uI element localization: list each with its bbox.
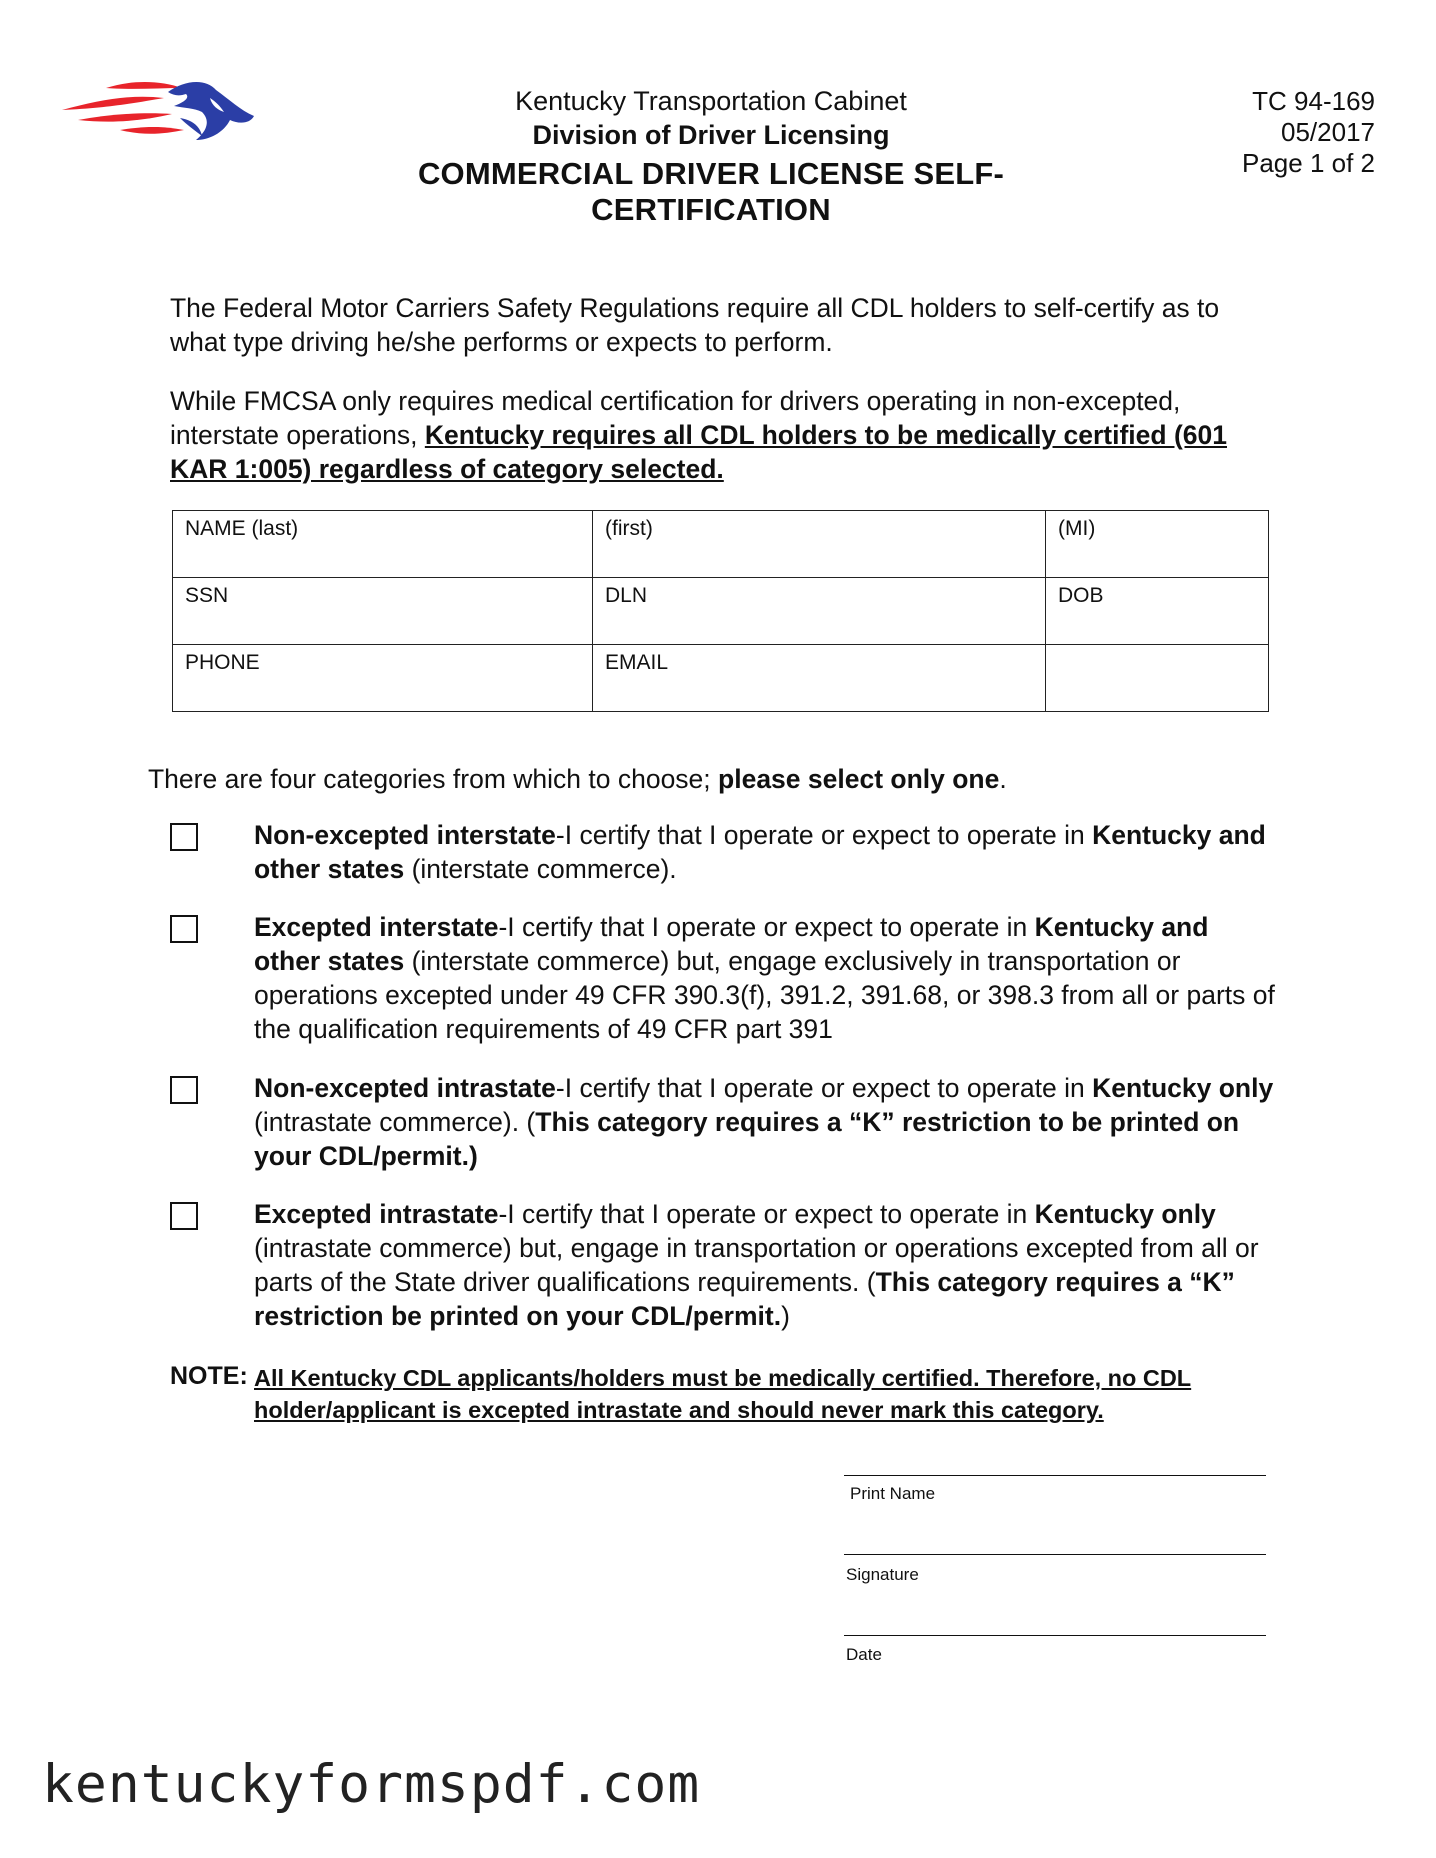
category-restriction: This category requires a “K” restriction be printed on your CDL/permit. [254,1267,1235,1331]
signature-label: Signature [846,1565,919,1584]
category-instructions [148,764,1007,795]
email-field[interactable]: EMAIL [593,645,1046,712]
ssn-field[interactable]: SSN [173,578,593,645]
phone-field[interactable]: PHONE [173,645,593,712]
print-name-line[interactable] [844,1475,1266,1476]
first-name-field[interactable]: (first) [593,511,1046,578]
page-number: Page 1 of 2 [1242,148,1375,178]
category-text: -I certify that I operate or expect to operate in [555,820,1093,850]
medical-requirement-paragraph [170,384,1280,486]
category-scope: Kentucky only [1034,1199,1216,1229]
category-title: Non-excepted interstate [254,820,556,850]
category-instructions-end: . [999,764,1007,794]
signature-line[interactable] [844,1554,1266,1555]
category-title: Excepted intrastate [254,1199,499,1229]
form-title: COMMERCIAL DRIVER LICENSE SELF-CERTIFICATION [417,156,1005,227]
dln-field[interactable]: DLN [593,578,1046,645]
category-scope: Kentucky and other states [254,820,1266,884]
print-name-label: Print Name [850,1484,936,1503]
category-text: (interstate commerce) but, engage exclusively in transportation or operations excepted under 49 CFR 390.3(f), 391.2, 391.68, or 398.3 from all or parts of the qualification requirements of 49 CFR part 391 [254,946,1275,1044]
date-line[interactable] [844,1635,1266,1636]
middle-initial-field[interactable]: (MI) [1046,511,1269,578]
kentucky-horse-logo-icon [60,74,260,148]
category-text: -I certify that I operate or expect to operate in [498,912,1035,942]
dob-field[interactable]: DOB [1046,578,1269,645]
excepted-interstate-checkbox[interactable] [170,915,198,943]
non-excepted-intrastate-checkbox[interactable] [170,1076,198,1104]
medical-requirement-text: While FMCSA only requires medical certification for drivers operating in non-excepted, interstate operations, [170,386,1181,450]
intro-paragraph: The Federal Motor Carriers Safety Regulations require all CDL holders to self-certify as to what type driving he/she performs or expects to perform. [170,293,1220,357]
note-text: All Kentucky CDL applicants/holders must be medically certified. Therefore, no CDL holder/applicant is excepted intrastate and should never mark this category. [254,1365,1192,1423]
date-label: Date [846,1645,882,1664]
blank-field[interactable] [1046,645,1269,712]
agency-name: Kentucky Transportation Cabinet [515,86,907,116]
table-row [173,578,1269,645]
excepted-intrastate-checkbox[interactable] [170,1202,198,1230]
table-row [173,511,1269,578]
watermark: kentuckyformspdf.com [42,1754,701,1815]
category-description [254,1071,1280,1173]
form-number: TC 94-169 [1252,86,1375,116]
table-row [173,645,1269,712]
form-date: 05/2017 [1281,117,1375,147]
category-title: Non-excepted intrastate [254,1073,556,1103]
medical-requirement-emphasis: Kentucky requires all CDL holders to be medically certified (601 KAR 1:005) regardless of category selected. [170,420,1227,484]
category-text: (intrastate commerce). ( [254,1107,536,1137]
category-scope: Kentucky and other states [254,912,1209,976]
category-text: ) [781,1301,790,1331]
category-text: -I certify that I operate or expect to operate in [498,1199,1035,1229]
note-label: NOTE: [170,1362,248,1390]
category-title: Excepted interstate [254,912,499,942]
category-instructions-text: There are four categories from which to choose; [148,764,719,794]
division-name: Division of Driver Licensing [532,120,890,150]
non-excepted-interstate-checkbox[interactable] [170,823,198,851]
last-name-field[interactable]: NAME (last) [173,511,593,578]
category-scope: Kentucky only [1092,1073,1274,1103]
category-instructions-emphasis: please select only one [718,764,1000,794]
category-text: -I certify that I operate or expect to operate in [555,1073,1093,1103]
category-description [254,818,1280,886]
category-restriction: This category requires a “K” restriction to be printed on your CDL/permit.) [254,1107,1240,1171]
category-description [254,910,1280,1046]
category-text: (interstate commerce). [404,854,677,884]
applicant-info-table [172,510,1269,712]
category-description [254,1197,1280,1333]
category-text: (intrastate commerce) but, engage in transportation or operations excepted from all or parts of the State driver qualifications requirements. ( [254,1233,1259,1297]
